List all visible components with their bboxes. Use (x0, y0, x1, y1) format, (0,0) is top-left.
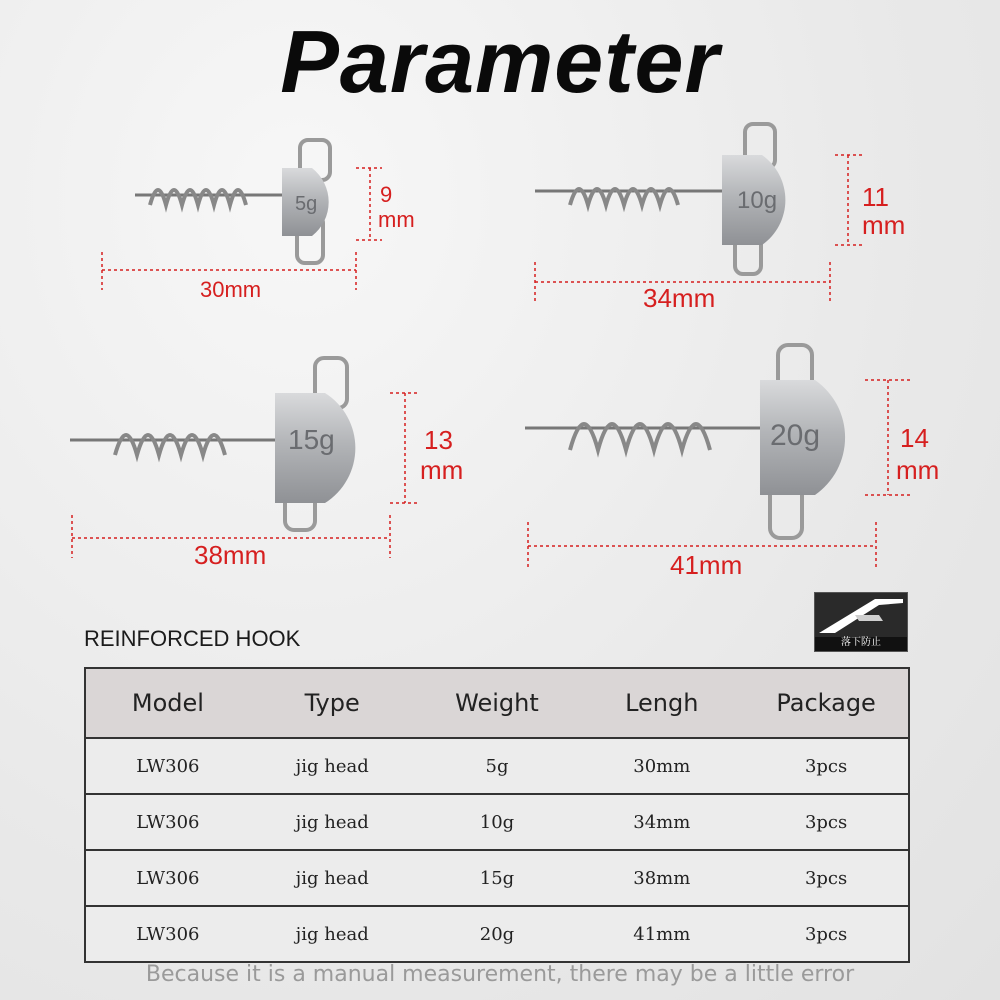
weight-mark-5g: 5g (295, 193, 318, 215)
page-title: Parameter (280, 12, 720, 111)
section-title: REINFORCED HOOK (84, 626, 301, 651)
badge-label: 落下防止 (841, 637, 881, 648)
height-value-15g: 13 (424, 425, 453, 455)
cell-model: LW306 (85, 738, 250, 794)
table-row (85, 906, 909, 962)
cell-length: 41mm (579, 906, 744, 962)
length-label-15g: 38mm (194, 540, 267, 570)
cell-model: LW306 (85, 794, 250, 850)
cell-type: jig head (250, 738, 415, 794)
weight-mark-15g: 15g (288, 424, 335, 455)
cell-weight: 10g (415, 794, 580, 850)
height-dimension-10g (835, 155, 862, 245)
cell-type: jig head (250, 794, 415, 850)
measurement-note: Because it is a manual measurement, there may be a little error (145, 962, 855, 987)
cell-length: 38mm (579, 850, 744, 906)
height-value-20g: 14 (900, 423, 929, 453)
table-row (85, 794, 909, 850)
anti-drop-badge (814, 592, 908, 652)
cell-length: 30mm (579, 738, 744, 794)
height-dimension-15g (390, 393, 418, 503)
header-type: Type (250, 668, 415, 738)
header-length: Lengh (579, 668, 744, 738)
header-package: Package (744, 668, 909, 738)
height-unit-20g: mm (896, 455, 940, 485)
table-header-row (85, 668, 909, 738)
cell-type: jig head (250, 850, 415, 906)
weight-mark-20g: 20g (770, 419, 821, 452)
cell-package: 3pcs (744, 906, 909, 962)
cell-type: jig head (250, 906, 415, 962)
cell-weight: 20g (415, 906, 580, 962)
cell-package: 3pcs (744, 794, 909, 850)
height-value-5g: 9 (380, 182, 393, 207)
weight-mark-10g: 10g (737, 187, 778, 214)
height-unit-15g: mm (420, 455, 464, 485)
cell-model: LW306 (85, 850, 250, 906)
table-row (85, 850, 909, 906)
header-weight: Weight (415, 668, 580, 738)
height-unit-5g: mm (378, 207, 415, 232)
cell-package: 3pcs (744, 738, 909, 794)
height-unit-10g: mm (862, 210, 906, 240)
height-value-10g: 11 (862, 182, 889, 212)
cell-weight: 5g (415, 738, 580, 794)
cell-model: LW306 (85, 906, 250, 962)
header-model: Model (85, 668, 250, 738)
cell-weight: 15g (415, 850, 580, 906)
length-label-10g: 34mm (643, 283, 716, 313)
length-label-5g: 30mm (200, 277, 262, 302)
table-row (85, 738, 909, 794)
cell-length: 34mm (579, 794, 744, 850)
cell-package: 3pcs (744, 850, 909, 906)
length-label-20g: 41mm (670, 550, 743, 580)
spec-table (84, 667, 910, 963)
hook-silhouette-icon (815, 593, 907, 637)
